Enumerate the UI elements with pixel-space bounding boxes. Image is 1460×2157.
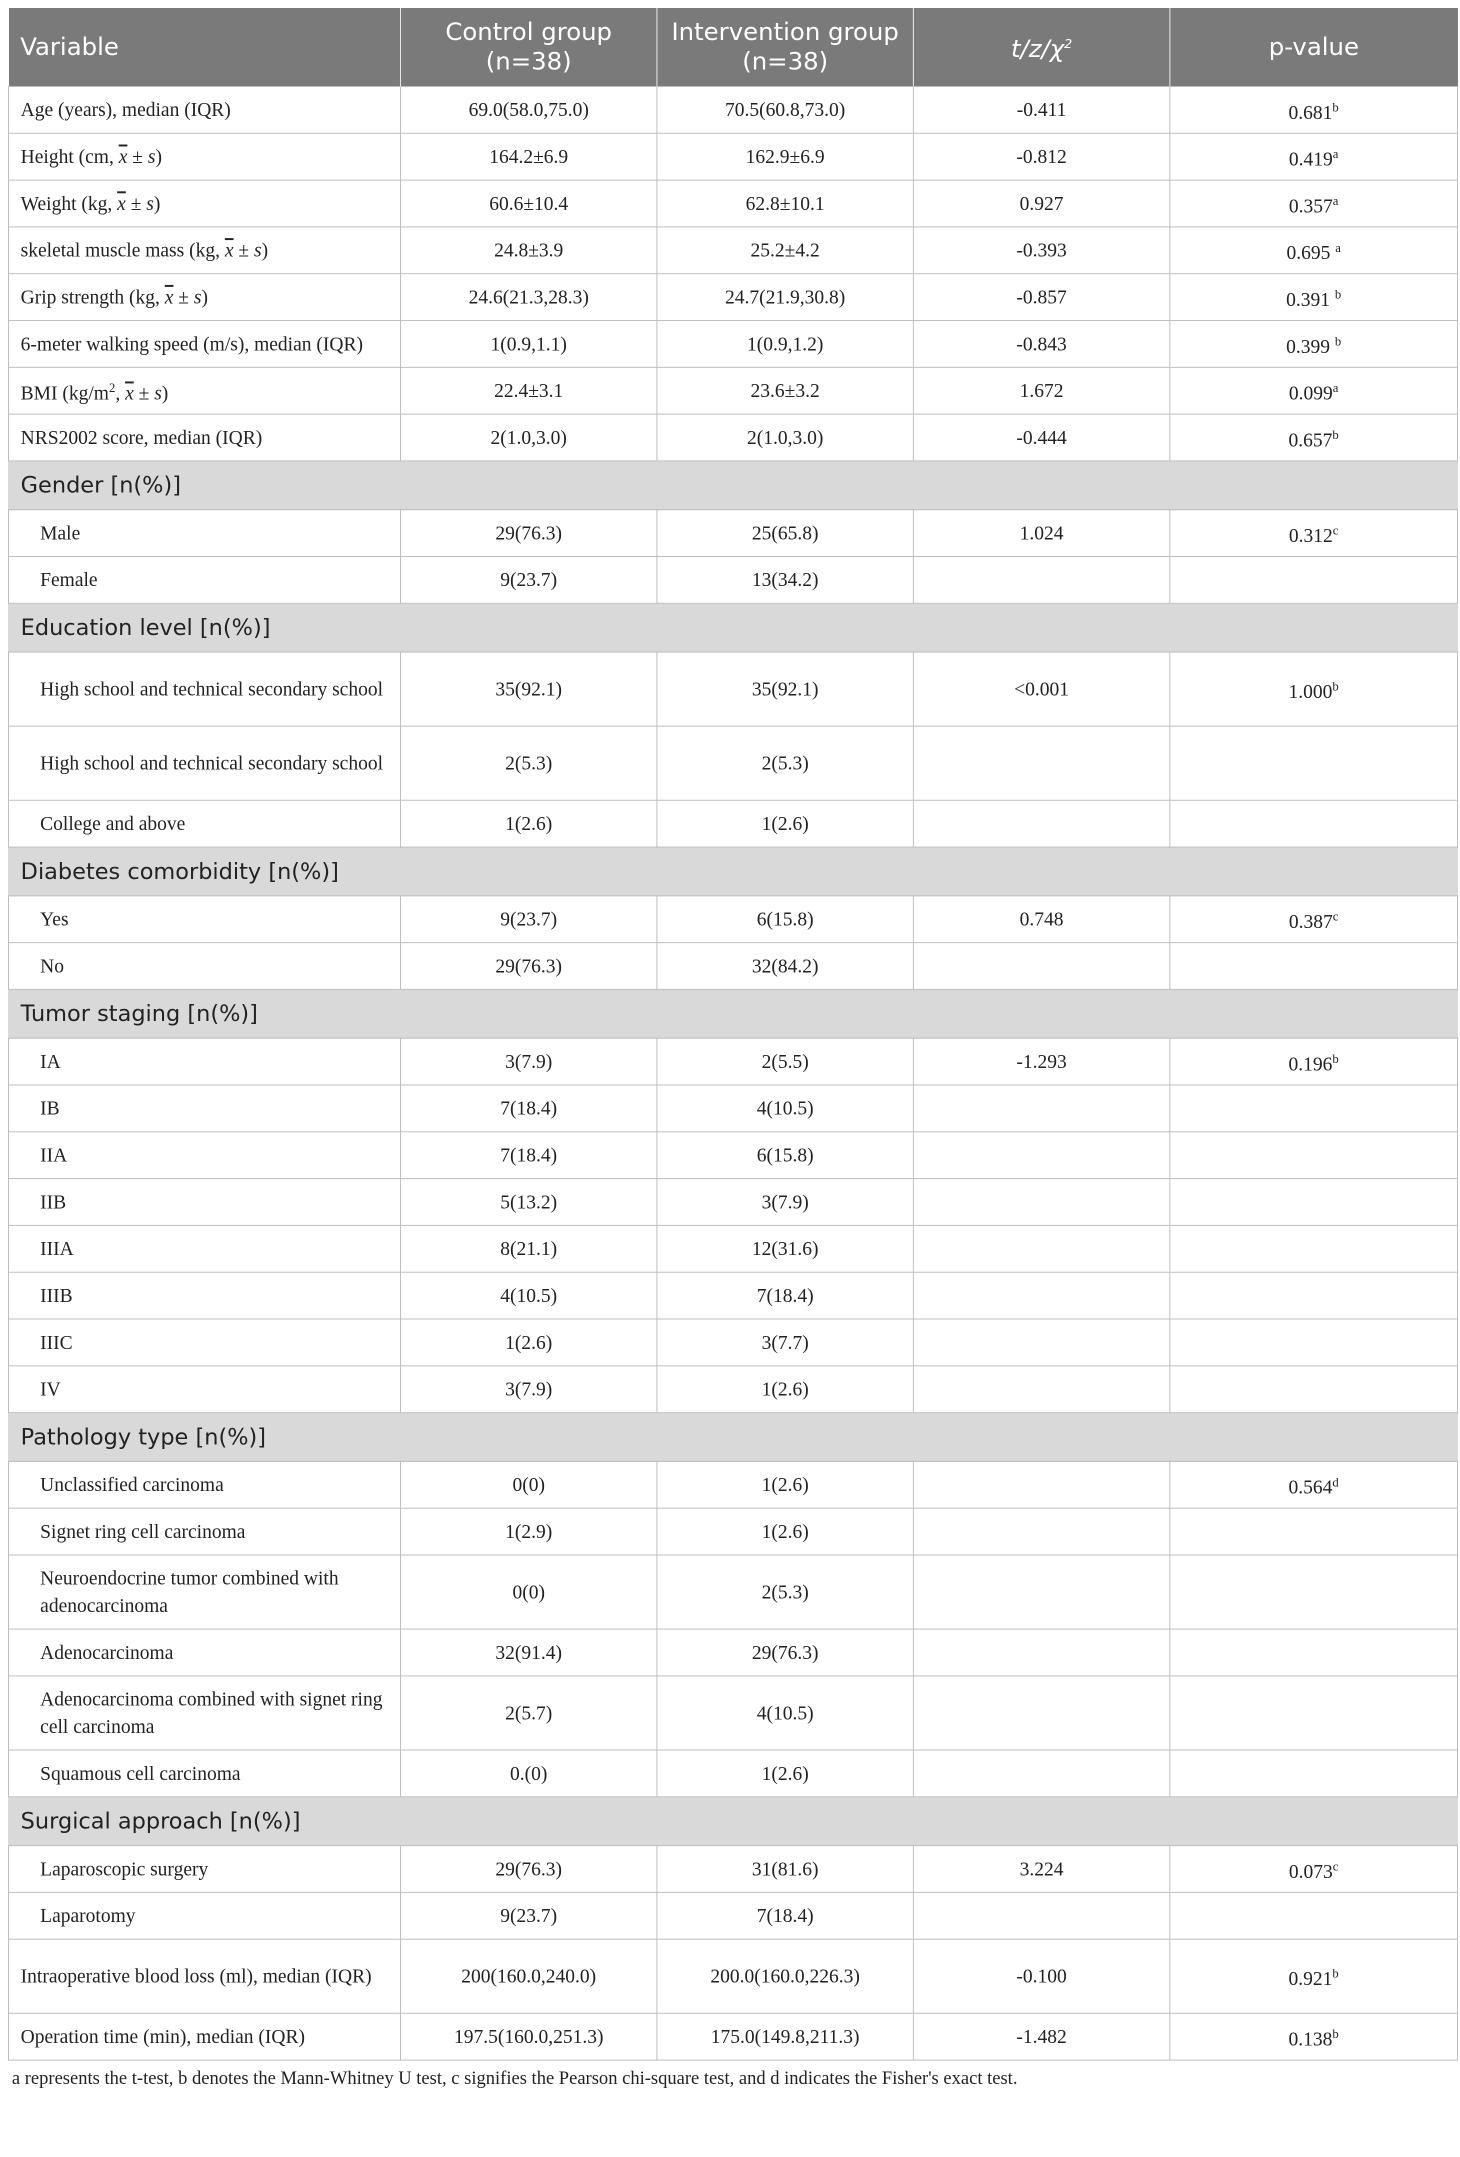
intervention-value: 13(34.2) <box>657 556 913 603</box>
row-label: IA <box>8 1038 400 1085</box>
p-value: 1.000$^b$ <box>1170 652 1458 726</box>
row-label: Unclassified carcinoma <box>8 1461 400 1508</box>
intervention-value: 1(2.6) <box>657 800 913 847</box>
table-row <box>8 1132 1457 1179</box>
intervention-value: 2(5.5) <box>657 1038 913 1085</box>
p-value <box>1170 943 1458 990</box>
control-value: 9(23.7) <box>400 1892 656 1939</box>
control-value: 3(7.9) <box>400 1366 656 1413</box>
control-value: 7(18.4) <box>400 1132 656 1179</box>
control-value: 0(0) <box>400 1461 656 1508</box>
table-row <box>8 1892 1457 1939</box>
intervention-value: 1(2.6) <box>657 1461 913 1508</box>
row-label: Yes <box>8 896 400 943</box>
table-row <box>8 274 1457 321</box>
p-value <box>1170 1085 1458 1132</box>
statistic-value <box>913 1892 1169 1939</box>
control-value: 69.0(58.0,75.0) <box>400 86 656 133</box>
table-row <box>8 1085 1457 1132</box>
row-label: BMI ($kg/m^2$, $\overline{x} \pm s$) <box>8 367 400 414</box>
intervention-value: 29(76.3) <box>657 1629 913 1676</box>
row-label: Age (years), median (IQR) <box>8 86 400 133</box>
statistic-value <box>913 726 1169 800</box>
statistic-value <box>913 943 1169 990</box>
statistic-value: -0.857 <box>913 274 1169 321</box>
table-row <box>8 2013 1457 2060</box>
control-value: 29(76.3) <box>400 510 656 557</box>
table-row <box>8 86 1457 133</box>
table-row <box>8 726 1457 800</box>
p-value: 0.921$^b$ <box>1170 1939 1458 2013</box>
table-body-tail <box>8 1939 1457 2060</box>
p-value <box>1170 1319 1458 1366</box>
statistic-value: 1.024 <box>913 510 1169 557</box>
row-label: Laparotomy <box>8 1892 400 1939</box>
statistic-value: -1.293 <box>913 1038 1169 1085</box>
control-value: 0.(0) <box>400 1750 656 1797</box>
statistic-value: 0.927 <box>913 180 1169 227</box>
intervention-value: 200.0(160.0,226.3) <box>657 1939 913 2013</box>
control-value: 5(13.2) <box>400 1179 656 1226</box>
row-label: Female <box>8 556 400 603</box>
header-intervention: Intervention group (n=38) <box>657 8 913 86</box>
row-label: IIIB <box>8 1272 400 1319</box>
statistic-value: 3.224 <box>913 1846 1169 1893</box>
statistic-value <box>913 1555 1169 1629</box>
table-row <box>8 1939 1457 2013</box>
statistic-value <box>913 1508 1169 1555</box>
section-header-gender <box>8 461 1457 510</box>
p-value: 0.681$^b$ <box>1170 86 1458 133</box>
row-label: Grip strength (kg, $\overline{x} \pm s$) <box>8 274 400 321</box>
table-row <box>8 652 1457 726</box>
intervention-value: 23.6±3.2 <box>657 367 913 414</box>
table-body <box>8 86 1457 1939</box>
row-label: IIIA <box>8 1225 400 1272</box>
statistic-value <box>913 556 1169 603</box>
section-header-surgical <box>8 1797 1457 1846</box>
row-label: Weight (kg, $\overline{x} \pm s$) <box>8 180 400 227</box>
p-value <box>1170 1750 1458 1797</box>
control-value: 3(7.9) <box>400 1038 656 1085</box>
control-value: 32(91.4) <box>400 1629 656 1676</box>
p-value: 0.391 $^b$ <box>1170 274 1458 321</box>
p-value: 0.312$^c$ <box>1170 510 1458 557</box>
statistic-value: -0.100 <box>913 1939 1169 2013</box>
table-row <box>8 1461 1457 1508</box>
row-label: IV <box>8 1366 400 1413</box>
intervention-value: 25.2±4.2 <box>657 227 913 274</box>
control-value: 29(76.3) <box>400 1846 656 1893</box>
control-value: 60.6±10.4 <box>400 180 656 227</box>
table-row <box>8 1366 1457 1413</box>
intervention-value: 2(1.0,3.0) <box>657 414 913 461</box>
section-header-pathology <box>8 1413 1457 1462</box>
row-label: College and above <box>8 800 400 847</box>
control-value: 24.6(21.3,28.3) <box>400 274 656 321</box>
row-label: Adenocarcinoma combined with signet ring cell carcinoma <box>8 1676 400 1750</box>
statistic-value: 0.748 <box>913 896 1169 943</box>
table-row <box>8 1179 1457 1226</box>
intervention-value: 6(15.8) <box>657 1132 913 1179</box>
control-value: 1(2.6) <box>400 800 656 847</box>
statistic-value <box>913 1750 1169 1797</box>
row-label: 6-meter walking speed (m/s), median (IQR) <box>8 321 400 368</box>
control-value: 7(18.4) <box>400 1085 656 1132</box>
section-header-education <box>8 603 1457 652</box>
control-value: 22.4±3.1 <box>400 367 656 414</box>
p-value <box>1170 1676 1458 1750</box>
section-title: Tumor staging [n(%)] <box>8 989 1457 1038</box>
p-value: 0.387$^c$ <box>1170 896 1458 943</box>
row-label: Operation time (min), median (IQR) <box>8 2013 400 2060</box>
statistic-value <box>913 1272 1169 1319</box>
table-row <box>8 133 1457 180</box>
header-p-value: p-value <box>1170 8 1458 86</box>
p-value: 0.399 $^b$ <box>1170 321 1458 368</box>
table-row <box>8 1225 1457 1272</box>
header-row <box>8 8 1457 86</box>
statistic-value <box>913 1179 1169 1226</box>
table-row <box>8 1555 1457 1629</box>
intervention-value: 1(2.6) <box>657 1508 913 1555</box>
table-row <box>8 1272 1457 1319</box>
p-value: 0.695 $^a$ <box>1170 227 1458 274</box>
header-control: Control group (n=38) <box>400 8 656 86</box>
control-value: 0(0) <box>400 1555 656 1629</box>
intervention-value: 1(2.6) <box>657 1366 913 1413</box>
statistic-value: -1.482 <box>913 2013 1169 2060</box>
table-row <box>8 1676 1457 1750</box>
statistic-value: 1.672 <box>913 367 1169 414</box>
header-variable: Variable <box>8 8 400 86</box>
statistic-value <box>913 1319 1169 1366</box>
table-row <box>8 321 1457 368</box>
intervention-value: 162.9±6.9 <box>657 133 913 180</box>
row-label: Height (cm, $\overline{x} \pm s$) <box>8 133 400 180</box>
p-value: 0.099$^a$ <box>1170 367 1458 414</box>
row-label: Neuroendocrine tumor combined with adenocarcinoma <box>8 1555 400 1629</box>
table-row <box>8 180 1457 227</box>
p-value <box>1170 1179 1458 1226</box>
table-row <box>8 1629 1457 1676</box>
p-value: 0.419$^a$ <box>1170 133 1458 180</box>
table-row <box>8 414 1457 461</box>
row-label: skeletal muscle mass (kg, $\overline{x} \pm s$) <box>8 227 400 274</box>
section-header-diabetes <box>8 847 1457 896</box>
control-value: 197.5(160.0,251.3) <box>400 2013 656 2060</box>
p-value: 0.357$^a$ <box>1170 180 1458 227</box>
section-title: Pathology type [n(%)] <box>8 1413 1457 1462</box>
p-value <box>1170 1892 1458 1939</box>
table-row <box>8 510 1457 557</box>
control-value: 1(0.9,1.1) <box>400 321 656 368</box>
table-row <box>8 800 1457 847</box>
p-value <box>1170 1629 1458 1676</box>
statistic-value <box>913 1629 1169 1676</box>
p-value <box>1170 556 1458 603</box>
statistic-value <box>913 800 1169 847</box>
statistic-value <box>913 1461 1169 1508</box>
control-value: 2(5.3) <box>400 726 656 800</box>
table-row <box>8 556 1457 603</box>
intervention-value: 1(0.9,1.2) <box>657 321 913 368</box>
table-container <box>8 8 1457 2090</box>
control-value: 1(2.6) <box>400 1319 656 1366</box>
control-value: 4(10.5) <box>400 1272 656 1319</box>
table-footnote: a represents the t-test, b denotes the Mann-Whitney U test, c signifies the Pearson chi-square test, and d indicates the Fisher's exact test. <box>11 2068 1018 2089</box>
table-row <box>8 227 1457 274</box>
row-label: Male <box>8 510 400 557</box>
intervention-value: 24.7(21.9,30.8) <box>657 274 913 321</box>
intervention-value: 3(7.9) <box>657 1179 913 1226</box>
section-header-staging <box>8 989 1457 1038</box>
control-value: 29(76.3) <box>400 943 656 990</box>
p-value <box>1170 1366 1458 1413</box>
control-value: 24.8±3.9 <box>400 227 656 274</box>
control-value: 1(2.9) <box>400 1508 656 1555</box>
intervention-value: 3(7.7) <box>657 1319 913 1366</box>
intervention-value: 1(2.6) <box>657 1750 913 1797</box>
intervention-value: 2(5.3) <box>657 1555 913 1629</box>
statistic-value: <0.001 <box>913 652 1169 726</box>
row-label: No <box>8 943 400 990</box>
row-label: Intraoperative blood loss (ml), median (IQR) <box>8 1939 400 2013</box>
p-value <box>1170 726 1458 800</box>
intervention-value: 35(92.1) <box>657 652 913 726</box>
row-label: IB <box>8 1085 400 1132</box>
section-title: Diabetes comorbidity [n(%)] <box>8 847 1457 896</box>
intervention-value: 32(84.2) <box>657 943 913 990</box>
table-row <box>8 1508 1457 1555</box>
row-label: Laparoscopic surgery <box>8 1846 400 1893</box>
row-label: Adenocarcinoma <box>8 1629 400 1676</box>
intervention-value: 62.8±10.1 <box>657 180 913 227</box>
control-value: 164.2±6.9 <box>400 133 656 180</box>
row-label: IIB <box>8 1179 400 1226</box>
intervention-value: 7(18.4) <box>657 1272 913 1319</box>
statistic-value <box>913 1366 1169 1413</box>
row-label: NRS2002 score, median (IQR) <box>8 414 400 461</box>
statistic-value: -0.444 <box>913 414 1169 461</box>
statistic-value <box>913 1225 1169 1272</box>
table-row <box>8 367 1457 414</box>
intervention-value: 6(15.8) <box>657 896 913 943</box>
header-statistic: $t/z/\chi^2$ <box>913 8 1169 86</box>
statistic-value: -0.812 <box>913 133 1169 180</box>
control-value: 2(1.0,3.0) <box>400 414 656 461</box>
control-value: 200(160.0,240.0) <box>400 1939 656 2013</box>
control-value: 2(5.7) <box>400 1676 656 1750</box>
statistic-value <box>913 1085 1169 1132</box>
table-row <box>8 1846 1457 1893</box>
intervention-value: 31(81.6) <box>657 1846 913 1893</box>
section-title: Education level [n(%)] <box>8 603 1457 652</box>
p-value: 0.657$^b$ <box>1170 414 1458 461</box>
statistic-value <box>913 1676 1169 1750</box>
p-value: 0.138$^b$ <box>1170 2013 1458 2060</box>
intervention-value: 2(5.3) <box>657 726 913 800</box>
intervention-value: 25(65.8) <box>657 510 913 557</box>
intervention-value: 4(10.5) <box>657 1085 913 1132</box>
section-title: Surgical approach [n(%)] <box>8 1797 1457 1846</box>
row-label: IIIC <box>8 1319 400 1366</box>
p-value <box>1170 1555 1458 1629</box>
row-label: Squamous cell carcinoma <box>8 1750 400 1797</box>
p-value <box>1170 1508 1458 1555</box>
control-value: 9(23.7) <box>400 896 656 943</box>
control-value: 9(23.7) <box>400 556 656 603</box>
row-label: High school and technical secondary school <box>8 652 400 726</box>
intervention-value: 12(31.6) <box>657 1225 913 1272</box>
intervention-value: 4(10.5) <box>657 1676 913 1750</box>
p-value <box>1170 1225 1458 1272</box>
table-row <box>8 896 1457 943</box>
table-row <box>8 1038 1457 1085</box>
p-value <box>1170 1272 1458 1319</box>
row-label: IIA <box>8 1132 400 1179</box>
p-value <box>1170 1132 1458 1179</box>
p-value: 0.196$^b$ <box>1170 1038 1458 1085</box>
section-title: Gender [n(%)] <box>8 461 1457 510</box>
control-value: 35(92.1) <box>400 652 656 726</box>
baseline-characteristics-table <box>8 8 1458 2061</box>
control-value: 8(21.1) <box>400 1225 656 1272</box>
statistic-value: -0.393 <box>913 227 1169 274</box>
row-label: High school and technical secondary school <box>8 726 400 800</box>
intervention-value: 70.5(60.8,73.0) <box>657 86 913 133</box>
p-value: 0.073$^c$ <box>1170 1846 1458 1893</box>
row-label: Signet ring cell carcinoma <box>8 1508 400 1555</box>
table-row <box>8 1319 1457 1366</box>
statistic-value: -0.843 <box>913 321 1169 368</box>
intervention-value: 7(18.4) <box>657 1892 913 1939</box>
statistic-value: -0.411 <box>913 86 1169 133</box>
p-value: 0.564$^d$ <box>1170 1461 1458 1508</box>
statistic-value <box>913 1132 1169 1179</box>
p-value <box>1170 800 1458 847</box>
intervention-value: 175.0(149.8,211.3) <box>657 2013 913 2060</box>
table-row <box>8 1750 1457 1797</box>
table-row <box>8 943 1457 990</box>
